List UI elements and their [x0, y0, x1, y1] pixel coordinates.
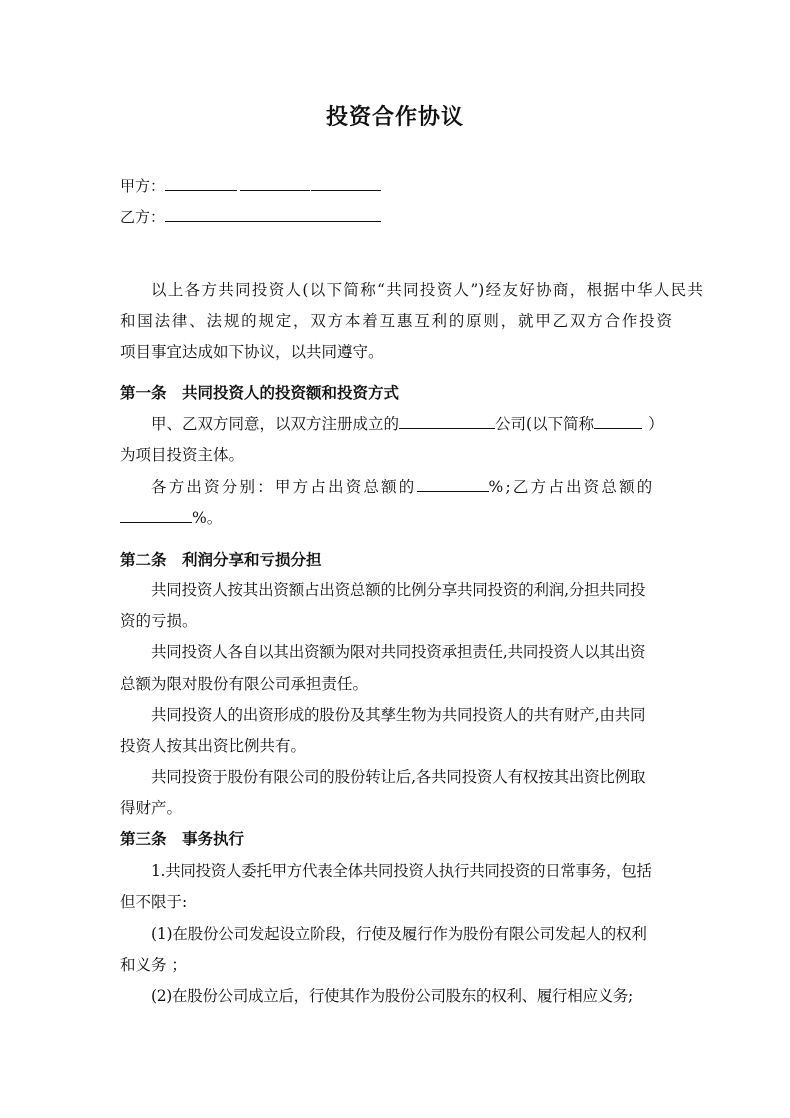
article-2-line: 得财产。 — [120, 799, 183, 817]
article-1-heading: 第一条 共同投资人的投资额和投资方式 — [120, 383, 400, 402]
article-2-line: 共同投资人各自以其出资额为限对共同投资承担责任,共同投资人以其出资 — [151, 643, 646, 661]
party-b-line — [120, 207, 381, 227]
clause-text: %。 — [192, 509, 223, 527]
article-3-line: (1)在股份公司发起设立阶段，行使及履行作为股份有限公司发起人的权利 — [151, 925, 647, 943]
clause-text: 公司(以下简称 — [495, 415, 595, 433]
party-a-line — [120, 176, 381, 196]
article-2-line: 共同投资人按其出资额占出资总额的比例分享共同投资的利润,分担共同投 — [151, 581, 646, 599]
party-a-blank-3 — [311, 176, 381, 191]
article-2-heading: 第二条 利润分享和亏损分担 — [120, 550, 322, 569]
party-a-label: 甲方： — [120, 177, 166, 195]
clause-text: 甲、乙双方同意，以双方注册成立的 — [151, 415, 400, 433]
article-3-line: 1.共同投资人委托甲方代表全体共同投资人执行共同投资的日常事务，包括 — [151, 862, 652, 880]
article-2-line: 共同投资人的出资形成的股份及其孳生物为共同投资人的共有财产,由共同 — [151, 706, 646, 724]
party-a-blank-2 — [240, 176, 310, 191]
company-name-blank — [399, 414, 495, 429]
short-name-blank — [594, 414, 642, 429]
article-2-line: 共同投资于股份有限公司的股份转让后,各共同投资人有权按其出资比例取 — [151, 768, 646, 786]
preamble-line: 项目事宜达成如下协议，以共同遵守。 — [120, 343, 384, 361]
party-b-blank — [165, 207, 381, 222]
article-2-line: 投资人按其出资比例共有。 — [120, 737, 307, 755]
article-3-line: 和义务 ； — [120, 956, 187, 974]
article-3-line: (2)在股份公司成立后，行使其作为股份公司股东的权利、履行相应义务; — [151, 987, 633, 1005]
article-2-line: 总额为限对股份有限公司承担责任。 — [120, 675, 369, 693]
article-1-paragraph-1 — [120, 414, 703, 434]
party-b-label: 乙方： — [120, 208, 166, 226]
article-1-paragraph-1-cont: 为项目投资主体。 — [120, 446, 245, 464]
preamble-line: 以上各方共同投资人(以下简称“共同投资人”)经友好协商，根据中华人民共 — [151, 281, 703, 299]
party-a-share-blank — [417, 477, 489, 492]
article-2-line: 资的亏损。 — [120, 612, 198, 630]
article-1-paragraph-2 — [120, 477, 703, 497]
preamble-line: 和国法律、法规的规定，双方本着互惠互利的原则，就甲乙双方合作投资 — [120, 312, 672, 330]
clause-text: %;乙方占出资总额的 — [488, 478, 655, 496]
party-b-share-blank — [120, 508, 192, 523]
party-a-blank-1 — [165, 176, 237, 191]
article-3-heading: 第三条 事务执行 — [120, 829, 245, 848]
document-title: 投资合作协议 — [325, 104, 464, 130]
clause-text: 各方出资分别：甲方占出资总额的 — [151, 478, 417, 496]
article-3-line: 但不限于: — [120, 893, 188, 911]
article-1-paragraph-2-cont — [120, 508, 672, 528]
clause-text: ） — [648, 415, 664, 433]
